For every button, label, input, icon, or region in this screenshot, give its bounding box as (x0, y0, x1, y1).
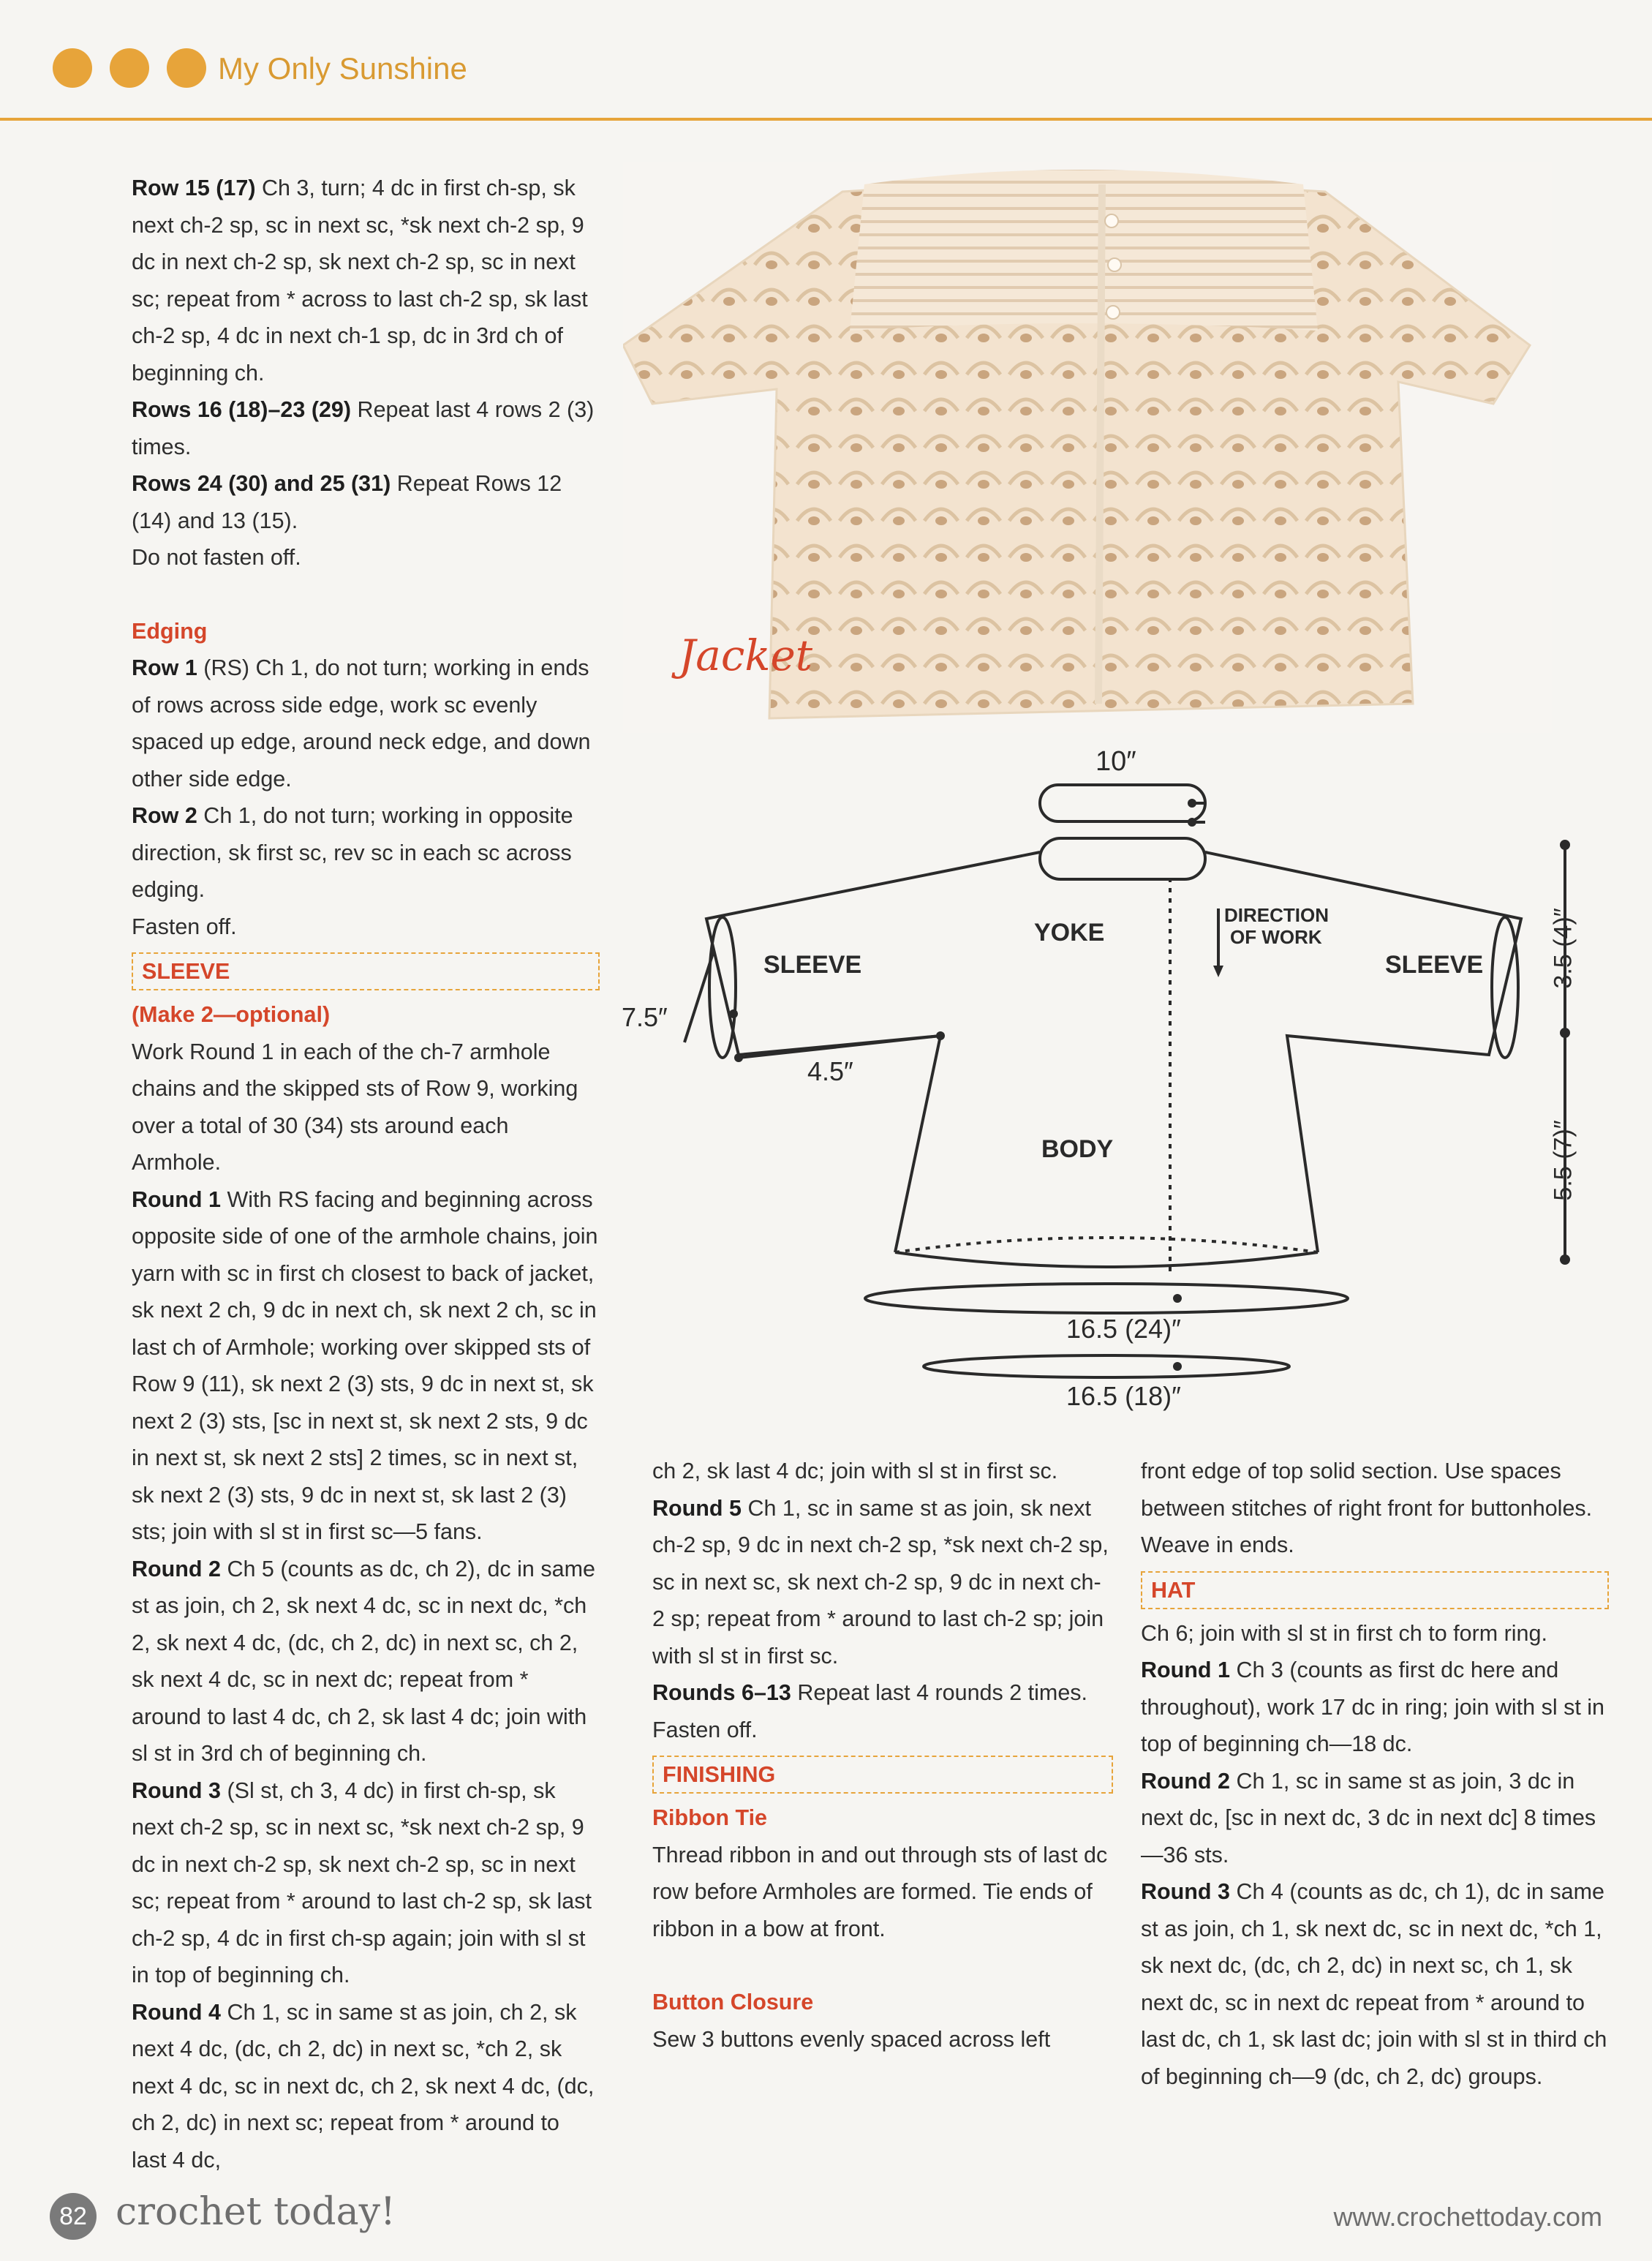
body-label: BODY (1041, 1135, 1114, 1163)
header-dot-3 (167, 48, 206, 88)
sleeve-left-label: SLEEVE (763, 951, 862, 979)
hem-measure-2: 16.5 (18)″ (1066, 1381, 1181, 1411)
paragraph: Sew 3 buttons evenly spaced across left (652, 2026, 1051, 2052)
paragraph: ch 2, sk last 4 dc; join with sl st in first sc. (652, 1459, 1058, 1483)
round-label: Rounds 6–13 (652, 1680, 791, 1705)
paragraph: Fasten off. (652, 1717, 758, 1742)
column-3 (1141, 1453, 1609, 2095)
round-text: Ch 3 (counts as first dc here and throughout), work 17 dc in ring; join with sl st in top of beginning ch—18 dc. (1141, 1658, 1605, 1756)
paragraph: front edge of top solid section. Use spaces between stitches of right front for buttonholes. Weave in ends. (1141, 1459, 1593, 1557)
paragraph: Work Round 1 in each of the ch-7 armhole chains and the skipped sts of Row 9, working over a total of 30 (34) sts around each Armhole. (132, 1039, 578, 1175)
paragraph (132, 170, 600, 391)
round-text: (Sl st, ch 3, 4 dc) in first ch-sp, sk next ch-2 sp, sc in next sc, *sk next ch-2 sp, 9 dc in next ch-2 sp, sk next ch-2 sp, sc in next sc; repeat from * around to last ch-2 sp, sk last ch-2 sp, 4 dc in first ch-sp again; join with sl st in top of beginning ch. (132, 1777, 592, 1987)
round-label: Round 3 (1141, 1879, 1230, 1904)
header-rule (0, 118, 1652, 121)
paragraph: Do not fasten off. (132, 545, 301, 570)
paragraph: Thread ribbon in and out through sts of last dc row before Armholes are formed. Tie ends of ribbon in a bow at front. (652, 1842, 1108, 1941)
round-text: Ch 1, sc in same st as join, sk next ch-2 sp, 9 dc in next ch-2 sp, *sk next ch-2 sp, sc in next sc, sk next ch-2 sp, 9 dc in next ch-2 sp; repeat from * around to last ch-2 sp; join with sl st in first sc. (652, 1495, 1109, 1669)
row-text: Ch 3, turn; 4 dc in first ch-sp, sk next ch-2 sp, sc in next sc, *sk next ch-2 sp, 9 dc in next ch-2 sp, sk next ch-2 sp, sc in next sc; repeat from * across to last ch-2 sp, sk last ch-2 sp, 4 dc in next ch-1 sp, dc in 3rd ch of beginning ch. (132, 176, 588, 385)
paragraph (132, 1181, 600, 1551)
paragraph (132, 465, 600, 539)
jacket-caption: Jacket (679, 631, 813, 680)
column-2 (652, 1453, 1113, 2058)
paragraph (652, 1490, 1113, 1675)
paragraph (652, 1674, 1113, 1712)
edging-heading: Edging (132, 618, 208, 644)
round-text: Ch 4 (counts as dc, ch 1), dc in same st as join, ch 1, sk next dc, sc in next dc, *ch 1, sk next dc, (dc, ch 2, dc) in next sc, ch 1, sk next dc, sc in next dc repeat from * around to last dc, ch 1, sk last dc; join with sl st in third ch of beginning ch—9 (dc, ch 2, dc) groups. (1141, 1879, 1607, 2089)
column-1 (132, 170, 600, 2178)
website-url: www.crochettoday.com (1333, 2202, 1602, 2232)
round-text: Ch 1, sc in same st as join, ch 2, sk next 4 dc, (dc, ch 2, dc) in next sc, *ch 2, sk next 4 dc, sc in next dc, ch 2, sk next 4 dc, (dc, ch 2, dc) in next sc; repeat from * around to last 4 dc, (132, 1999, 595, 2172)
yoke-depth-measure: 3.5 (4)″ (1549, 908, 1577, 989)
paragraph: Ch 6; join with sl st in first ch to form ring. (1141, 1620, 1547, 1646)
direction-arrow-icon (1213, 966, 1223, 977)
paragraph (1141, 1652, 1609, 1763)
finishing-heading: FINISHING (652, 1756, 1113, 1794)
hat-heading: HAT (1141, 1571, 1609, 1609)
round-label: Round 4 (132, 1999, 221, 2025)
brand-logo: crochet today! (116, 2190, 396, 2234)
ribbon-tie-heading: Ribbon Tie (652, 1805, 768, 1830)
row-text: Repeat Rows 12 (14) and 13 (15). (132, 471, 562, 533)
row-label: Rows 16 (18)–23 (29) (132, 397, 352, 422)
jacket-schematic (614, 731, 1594, 1434)
row-label: Row 1 (132, 655, 197, 680)
round-label: Round 2 (132, 1556, 221, 1581)
header-dot-1 (53, 48, 92, 88)
paragraph (1141, 1873, 1609, 2095)
paragraph (132, 391, 600, 465)
round-label: Round 1 (132, 1186, 221, 1212)
yoke-label: YOKE (1034, 919, 1105, 947)
row-text: Repeat last 4 rows 2 (3) times. (132, 397, 595, 459)
paragraph (132, 797, 600, 908)
button-closure-heading: Button Closure (652, 1990, 814, 2014)
round-text: Ch 5 (counts as dc, ch 2), dc in same st as join, ch 2, sk next 4 dc, sc in next dc, *ch 2, sk next 4 dc, (dc, ch 2, dc) in next sc, ch 2, sk next 4 dc, sc in next dc; repeat from * around to last 4 dc, ch 2, sk last 4 dc; join with sl st in 3rd ch of beginning ch. (132, 1556, 595, 1766)
sleeve-heading: SLEEVE (132, 952, 600, 990)
header-dot-2 (110, 48, 149, 88)
round-label: Round 5 (652, 1495, 742, 1521)
paragraph: Fasten off. (132, 914, 237, 939)
sleeve-subheading: (Make 2—optional) (132, 1002, 331, 1027)
round-text: With RS facing and beginning across opposite side of one of the armhole chains, join yarn with sc in first ch closest to back of jacket, sk next 2 ch, 9 dc in next ch, sk next 2 ch, sc in last ch of Armhole; working over skipped sts of Row 9 (11), sk next 2 (3) sts, 9 dc in next st, sk next 2 (3) sts, [sc in next st, sk next 2 sts, 9 dc in next st, sk next 2 sts] 2 times, sc in next st, sk next 2 (3) sts, 9 dc in next st, sk last 2 (3) sts; join with sl st in first sc—5 fans. (132, 1186, 598, 1544)
row-label: Rows 24 (30) and 25 (31) (132, 471, 391, 496)
sleeve-right-label: SLEEVE (1385, 951, 1484, 979)
paragraph (132, 650, 600, 797)
paragraph (1141, 1763, 1609, 1874)
sleeve-length-measure: 4.5″ (807, 1056, 853, 1086)
paragraph (132, 1772, 600, 1994)
hem-measure-1: 16.5 (24)″ (1066, 1314, 1181, 1344)
direction-label: DIRECTION (1224, 904, 1329, 926)
round-text: Repeat last 4 rounds 2 times. (791, 1680, 1088, 1705)
page-number: 82 (50, 2193, 97, 2240)
section-title: My Only Sunshine (218, 51, 467, 86)
neck-measure: 10″ (1095, 746, 1136, 777)
round-text: Ch 1, sc in same st as join, 3 dc in next dc, [sc in next dc, 3 dc in next dc] 8 times—36 sts. (1141, 1768, 1596, 1867)
round-label: Round 2 (1141, 1768, 1230, 1794)
row-text: (RS) Ch 1, do not turn; working in ends of rows across side edge, work sc evenly spaced up edge, around neck edge, and down other side edge. (132, 655, 591, 791)
paragraph (132, 1551, 600, 1772)
row-label: Row 2 (132, 803, 197, 828)
round-label: Round 3 (132, 1777, 221, 1803)
round-label: Round 1 (1141, 1658, 1230, 1682)
row-label: Row 15 (17) (132, 176, 256, 200)
row-text: Ch 1, do not turn; working in opposite direction, sk first sc, rev sc in each sc across edging. (132, 803, 573, 902)
of-work-label: OF WORK (1230, 926, 1322, 948)
body-depth-measure: 5.5 (7)″ (1549, 1120, 1577, 1201)
paragraph (132, 1994, 600, 2179)
cuff-measure: 7.5″ (622, 1002, 668, 1032)
